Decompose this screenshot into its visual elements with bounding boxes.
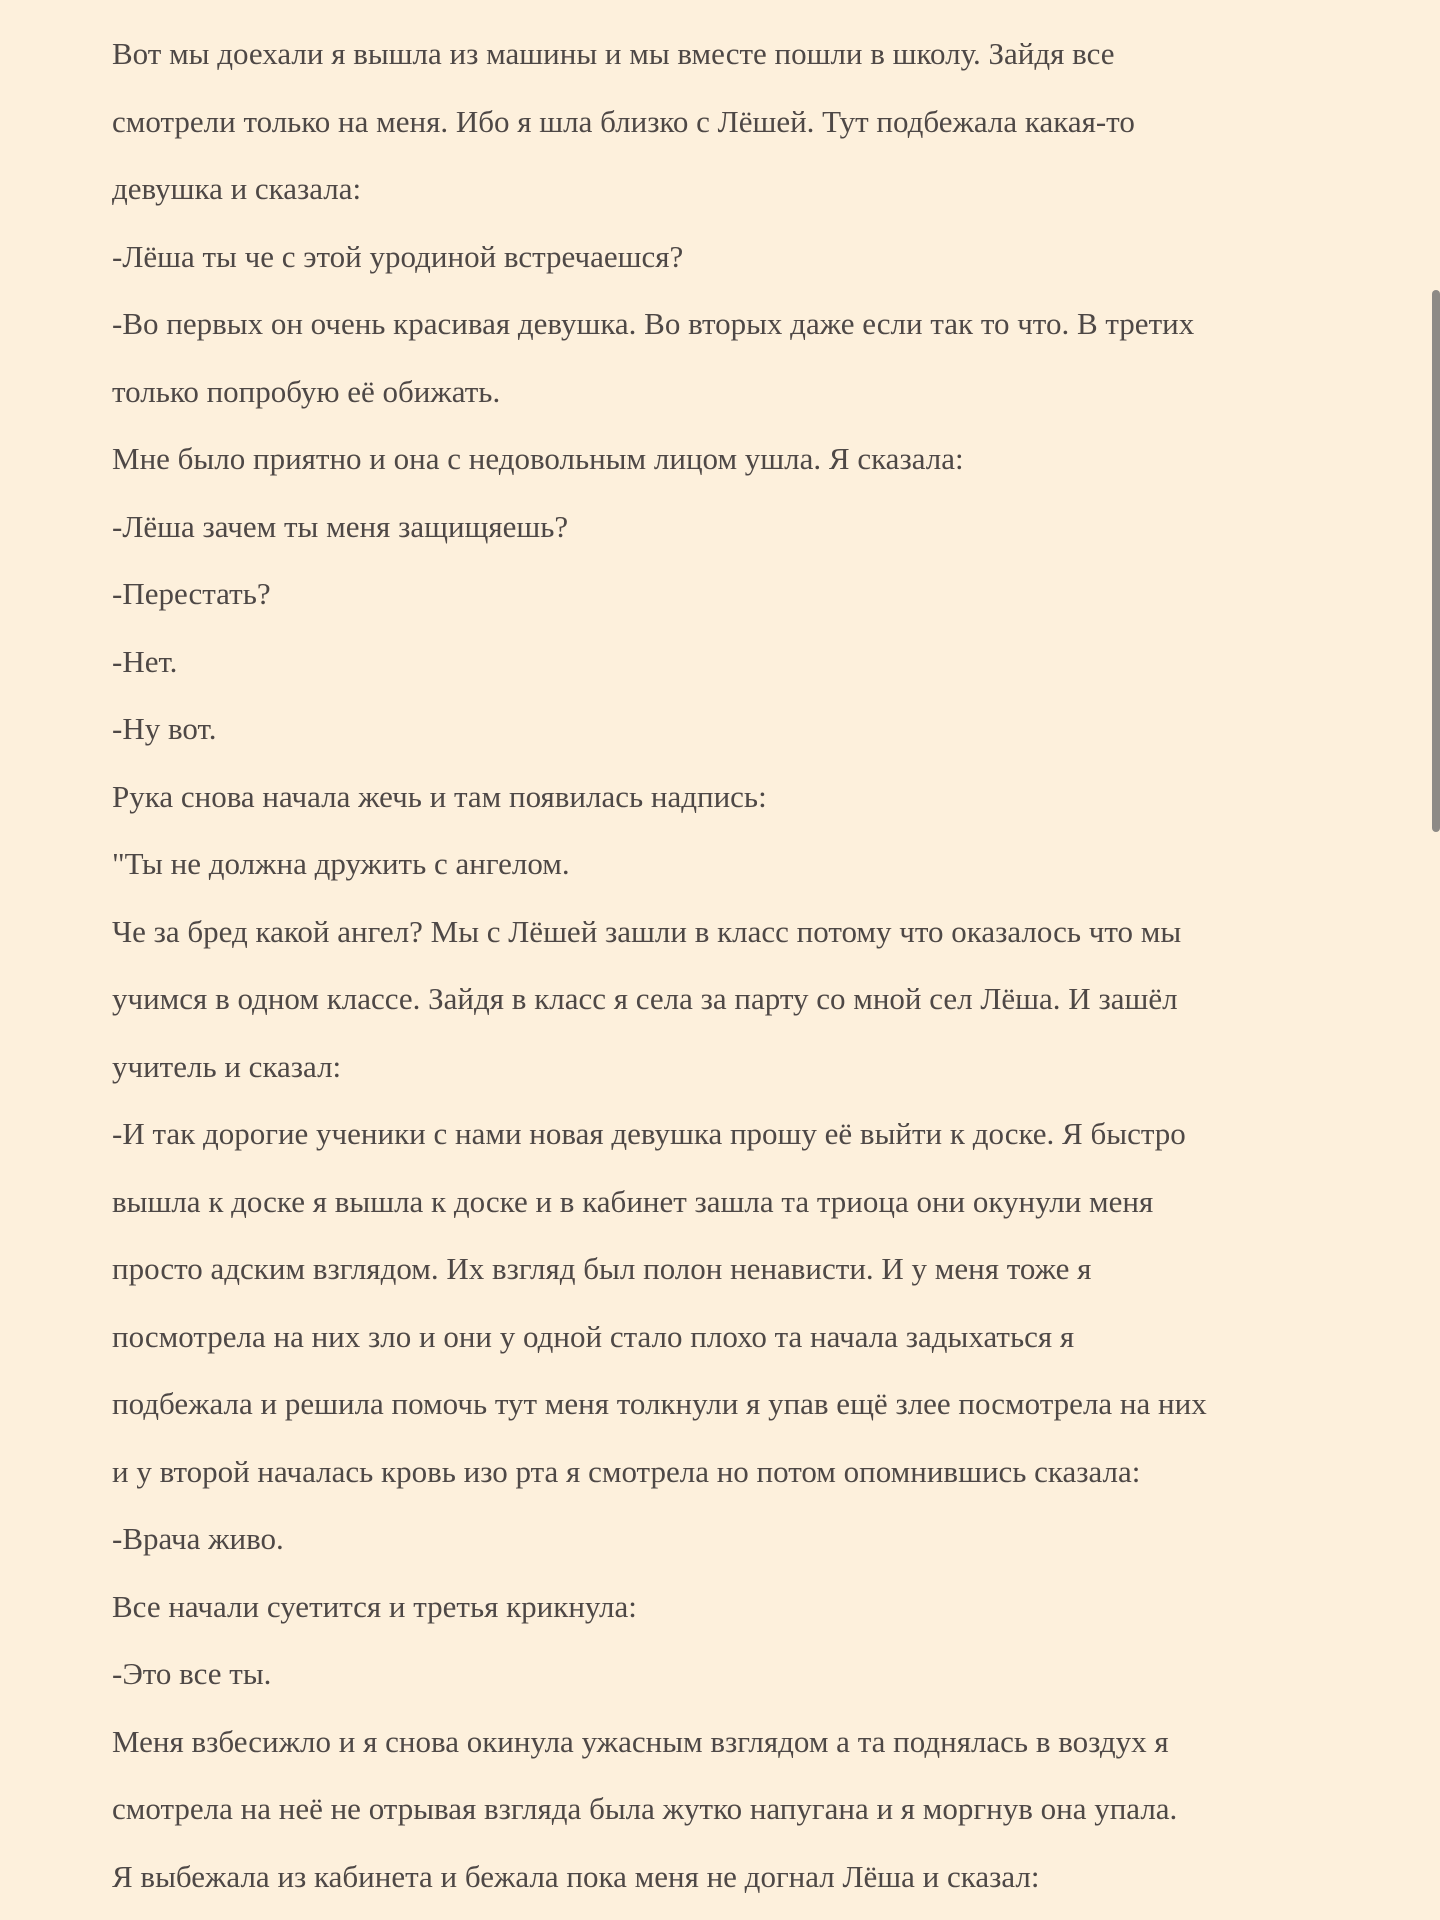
text-line: Меня взбесижло и я снова окинула ужасным взглядом а та поднялась в воздух я [112,1723,1169,1759]
story-text [112,20,1352,1910]
text-line: учитель и сказал: [112,1048,342,1084]
text-line: вышла к доске я вышла к доске и в кабинет зашла та триоца они окунули меня [112,1183,1154,1219]
text-line: подбежала и решила помочь тут меня толкнули я упав ещё злее посмотрела на них [112,1386,1207,1421]
text-line: девушка и сказала: [112,171,362,206]
text-line: Мне было приятно и она с недовольным лицом ушла. Я сказала: [112,441,964,476]
text-line: Я выбежала из кабинета и бежала пока меня не догнал Лёша и сказал: [112,1858,1040,1894]
text-line: -Лёша ты че с этой уродиной встречаешся? [112,238,684,274]
text-line: смотрела на неё не отрывая взгляда была жутко напугана и я моргнув она упала. [112,1791,1178,1826]
text-line: -Перестать? [112,576,271,611]
text-line: "Ты не должна дружить с ангелом. [112,846,570,881]
text-line: -Лёша зачем ты меня защищяешь? [112,508,569,544]
text-line: Все начали суетится и третья крикнула: [112,1588,637,1624]
text-line: и у второй началась кровь изо рта я смотрела но потом опомнившись сказала: [112,1453,1141,1489]
text-line: посмотрела на них зло и они у одной стало плохо та начала задыхаться я [112,1318,1075,1354]
text-line: -Это все ты. [112,1656,272,1691]
text-line: смотрели только на меня. Ибо я шла близко с Лёшей. Тут подбежала какая-то [112,103,1135,139]
vertical-scrollbar[interactable] [1432,290,1440,832]
text-line: -Нет. [112,643,178,679]
text-line: Че за бред какой ангел? Мы с Лёшей зашли в класс потому что оказалось что мы [112,913,1182,949]
text-line: -Врача живо. [112,1521,284,1556]
text-line: просто адским взглядом. Их взгляд был полон ненависти. И у меня тоже я [112,1251,1092,1286]
text-line: -Ну вот. [112,711,217,746]
text-line: -Во первых он очень красивая девушка. Во вторых даже если так то что. В третих [112,306,1195,341]
text-line: Рука снова начала жечь и там появилась надпись: [112,778,767,814]
text-line: -И так дорогие ученики с нами новая девушка прошу её выйти к доске. Я быстро [112,1116,1186,1151]
text-line: Вот мы доехали я вышла из машины и мы вместе пошли в школу. Зайдя все [112,36,1115,71]
text-line: только попробую её обижать. [112,373,501,409]
text-line: учимся в одном классе. Зайдя в класс я села за парту со мной сел Лёша. И зашёл [112,981,1178,1016]
